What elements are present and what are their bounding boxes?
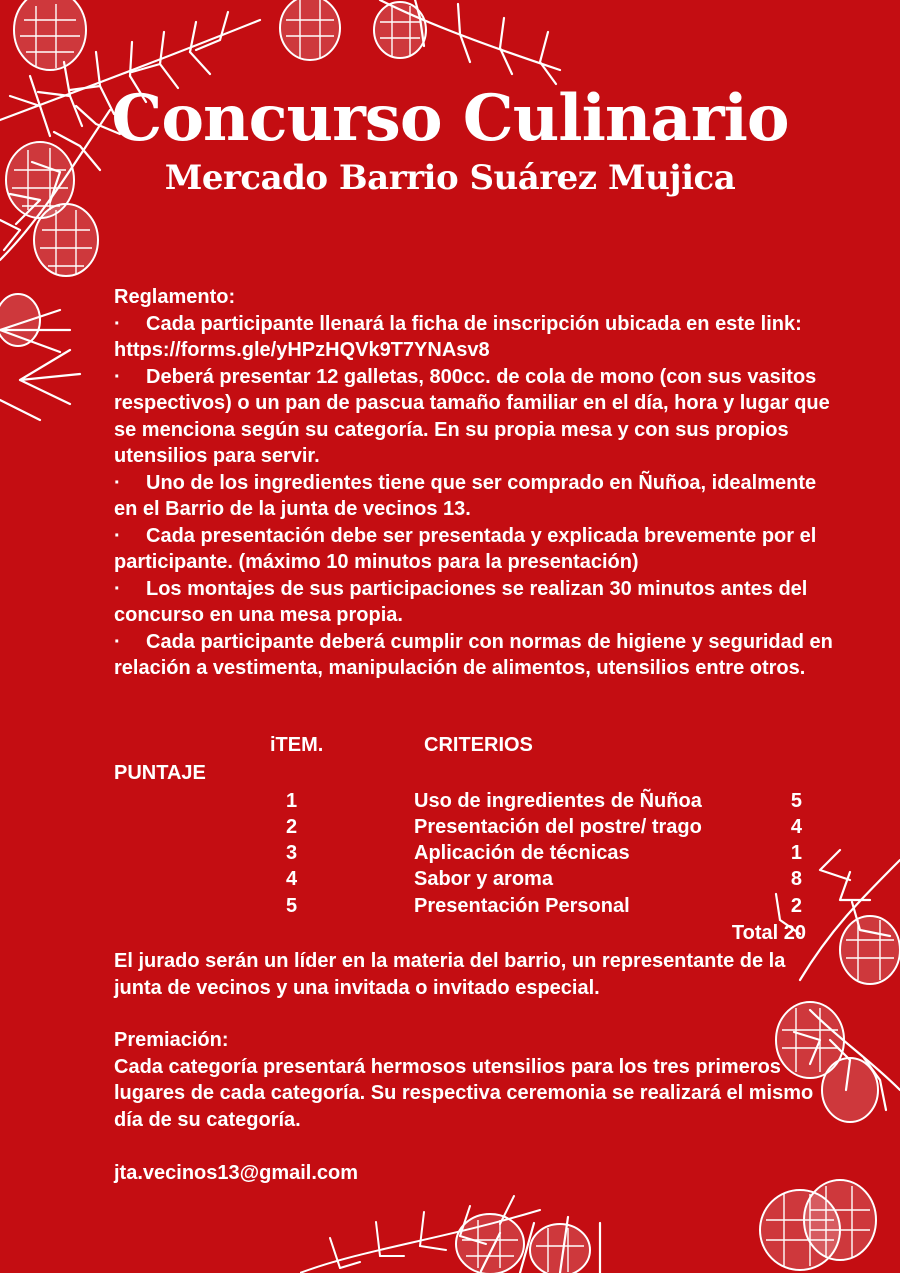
- column-header-criteria: CRITERIOS: [424, 734, 533, 756]
- rule-text: Los montajes de sus participaciones se realizan 30 minutos antes del concurso en una mesa propia.: [114, 577, 808, 626]
- rules-heading: Reglamento:: [114, 286, 236, 308]
- prize-text: Cada categoría presentará hermosos utensilios para los tres primeros lugares de cada categoría. Su respectiva ceremonia se realizará el mismo día de su categoría.: [114, 1055, 814, 1131]
- rule-item: [114, 470, 834, 523]
- jury-section: [114, 948, 834, 1001]
- criteria-text: Aplicación de técnicas: [414, 842, 630, 864]
- bullet-icon: ·: [114, 577, 121, 600]
- bullet-icon: ·: [114, 524, 121, 547]
- rules-section: [114, 284, 834, 682]
- table-row: [0, 790, 900, 817]
- rule-item: [114, 523, 834, 576]
- rule-text: Uno de los ingredientes tiene que ser comprado en Ñuñoa, idealmente en el Barrio de la junta de vecinos 13.: [114, 471, 817, 520]
- prize-section: [114, 1027, 834, 1133]
- column-header-score: PUNTAJE: [114, 762, 206, 784]
- item-number: 3: [286, 842, 298, 864]
- criteria-text: Presentación del postre/ trago: [414, 816, 702, 838]
- page-title: Concurso Culinario: [111, 81, 789, 156]
- rule-text: Cada participante deberá cumplir con normas de higiene y seguridad en relación a vestimenta, manipulación de alimentos, utensilios entre otros.: [114, 630, 833, 679]
- table-row: [0, 868, 900, 895]
- rule-item: [114, 629, 834, 682]
- scoring-table: [0, 734, 900, 948]
- criteria-text: Uso de ingredientes de Ñuñoa: [414, 790, 702, 812]
- item-number: 5: [286, 895, 298, 917]
- criteria-points: 5: [790, 790, 802, 812]
- bullet-icon: ·: [114, 630, 121, 653]
- criteria-points: 2: [790, 895, 802, 917]
- rule-item: [114, 576, 834, 629]
- bullet-icon: ·: [114, 312, 121, 335]
- contact-email[interactable]: jta.vecinos13@gmail.com: [114, 1162, 359, 1184]
- table-row: [0, 895, 900, 922]
- criteria-text: Presentación Personal: [414, 895, 630, 917]
- criteria-points: 4: [790, 816, 802, 838]
- item-number: 1: [286, 790, 298, 812]
- item-number: 4: [286, 868, 298, 890]
- item-number: 2: [286, 816, 298, 838]
- column-header-item: iTEM.: [270, 734, 324, 756]
- criteria-points: 1: [790, 842, 802, 864]
- jury-text: El jurado serán un líder en la materia del barrio, un representante de la junta de vecinos y una invitada o invitado especial.: [114, 950, 786, 999]
- criteria-text: Sabor y aroma: [414, 868, 553, 890]
- table-row: [0, 816, 900, 843]
- rule-item: [114, 311, 834, 364]
- page-subtitle: Mercado Barrio Suárez Mujica: [164, 158, 736, 198]
- bullet-icon: ·: [114, 365, 121, 388]
- table-row: [0, 842, 900, 869]
- prize-heading: Premiación:: [114, 1029, 229, 1051]
- rule-item: [114, 364, 834, 470]
- bullet-icon: ·: [114, 471, 121, 494]
- score-total: Total 20: [731, 922, 806, 944]
- rule-text: Cada presentación debe ser presentada y explicada brevemente por el participante. (máximo 10 minutos para la presentación): [114, 524, 817, 573]
- rule-text: Deberá presentar 12 galletas, 800cc. de cola de mono (con sus vasitos respectivos) o un pan de pascua tamaño familiar en el día, hora y lugar que se menciona según su categoría. En su propia mesa y con sus propios utensilios para servir.: [114, 365, 830, 467]
- criteria-points: 8: [790, 868, 802, 890]
- rule-text: Cada participante llenará la ficha de inscripción ubicada en este link: https://forms.gle/yHPzHQVk9T7YNAsv8: [114, 312, 802, 361]
